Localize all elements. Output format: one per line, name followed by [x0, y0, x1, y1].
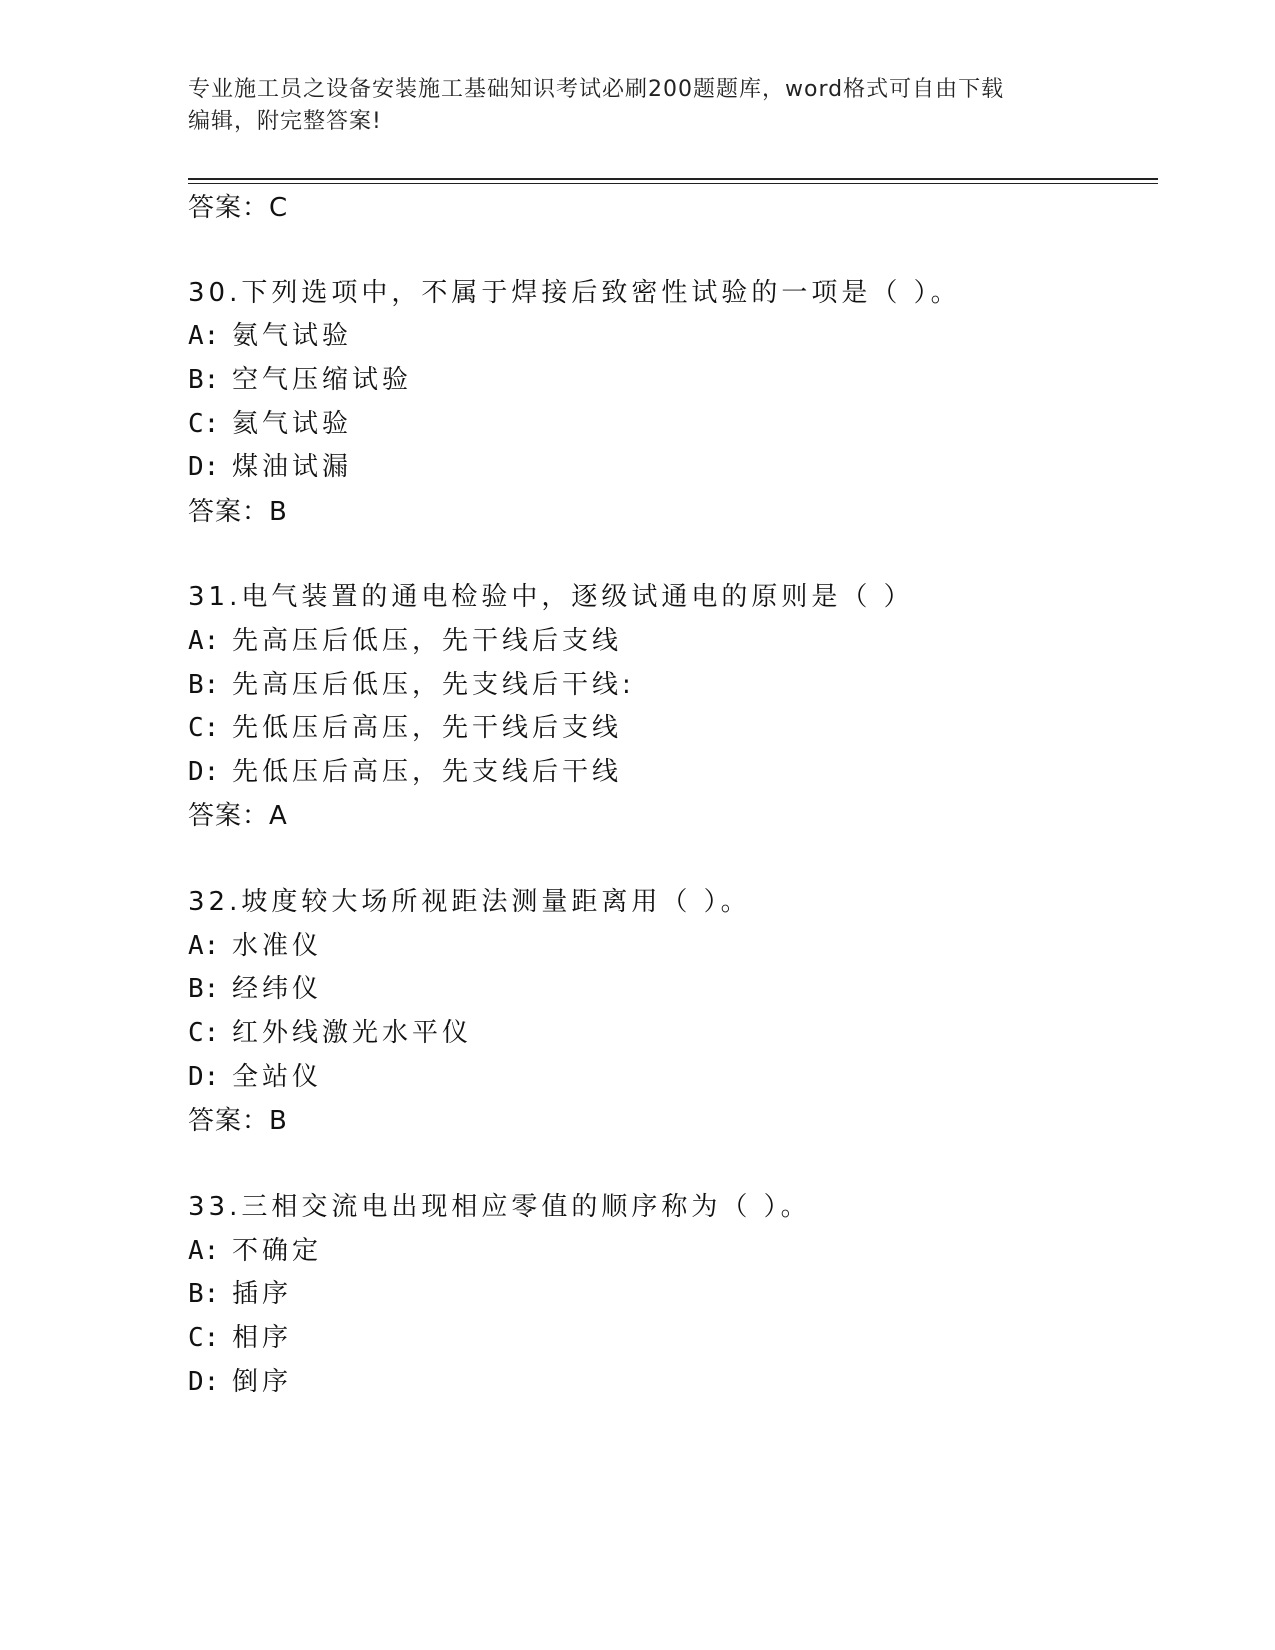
option-text: 红外线激光水平仪 — [232, 1018, 473, 1048]
header-divider-thin — [188, 183, 1158, 184]
answer: 答案：B — [188, 497, 288, 527]
option-d — [188, 754, 622, 790]
option-d — [188, 1059, 322, 1095]
option-text: 不确定 — [232, 1236, 323, 1266]
option-letter: A: — [188, 931, 220, 961]
option-text: 先低压后高压，先支线后干线 — [232, 757, 623, 787]
option-letter: C: — [188, 409, 220, 439]
option-text: 氨气试验 — [232, 321, 353, 351]
option-b — [188, 971, 322, 1007]
option-a — [188, 928, 322, 964]
option-letter: C: — [188, 1018, 220, 1048]
option-a — [188, 318, 352, 354]
option-c — [188, 406, 352, 442]
header-line-1: 专业施工员之设备安装施工基础知识考试必刷200题题库，word格式可自由下载 — [188, 77, 1005, 102]
option-letter: C: — [188, 1323, 220, 1353]
option-text: 经纬仪 — [232, 974, 323, 1004]
option-letter: A: — [188, 321, 220, 351]
option-letter: B: — [188, 365, 220, 395]
option-c — [188, 1015, 472, 1051]
option-b — [188, 1276, 292, 1312]
option-b — [188, 667, 635, 703]
option-letter: B: — [188, 670, 220, 700]
option-d — [188, 1364, 292, 1400]
option-letter: D: — [188, 757, 220, 787]
option-letter: D: — [188, 1062, 220, 1092]
option-text: 先高压后低压，先干线后支线 — [232, 626, 623, 656]
option-text: 水准仪 — [232, 931, 323, 961]
question-stem: 30.下列选项中，不属于焊接后致密性试验的一项是（ ）。 — [188, 278, 961, 308]
option-text: 全站仪 — [232, 1062, 323, 1092]
option-d — [188, 449, 352, 485]
header-divider — [188, 178, 1158, 180]
option-letter: B: — [188, 1279, 220, 1309]
option-text: 插序 — [232, 1279, 293, 1309]
option-text: 倒序 — [232, 1367, 293, 1397]
answer: 答案：A — [188, 801, 288, 831]
option-text: 空气压缩试验 — [232, 365, 413, 395]
option-letter: D: — [188, 452, 220, 482]
option-text: 煤油试漏 — [232, 452, 353, 482]
option-text: 氦气试验 — [232, 409, 353, 439]
question-stem: 32.坡度较大场所视距法测量距离用（ ）。 — [188, 887, 751, 917]
option-letter: A: — [188, 1236, 220, 1266]
option-text: 先低压后高压，先干线后支线 — [232, 713, 623, 743]
option-letter: A: — [188, 626, 220, 656]
option-a — [188, 623, 622, 659]
option-letter: D: — [188, 1367, 220, 1397]
option-a — [188, 1233, 322, 1269]
option-c — [188, 710, 622, 746]
question-stem: 33.三相交流电出现相应零值的顺序称为（ ）。 — [188, 1192, 811, 1222]
option-c — [188, 1320, 292, 1356]
header-line-2: 编辑，附完整答案! — [188, 109, 382, 134]
question-stem: 31.电气装置的通电检验中，逐级试通电的原则是（ ） — [188, 582, 914, 612]
option-text: 相序 — [232, 1323, 293, 1353]
option-letter: C: — [188, 713, 220, 743]
answer: 答案：B — [188, 1106, 288, 1136]
previous-answer: 答案：C — [188, 193, 289, 223]
option-letter: B: — [188, 974, 220, 1004]
document-header — [188, 74, 1068, 138]
option-text: 先高压后低压，先支线后干线: — [232, 670, 635, 700]
option-b — [188, 362, 412, 398]
